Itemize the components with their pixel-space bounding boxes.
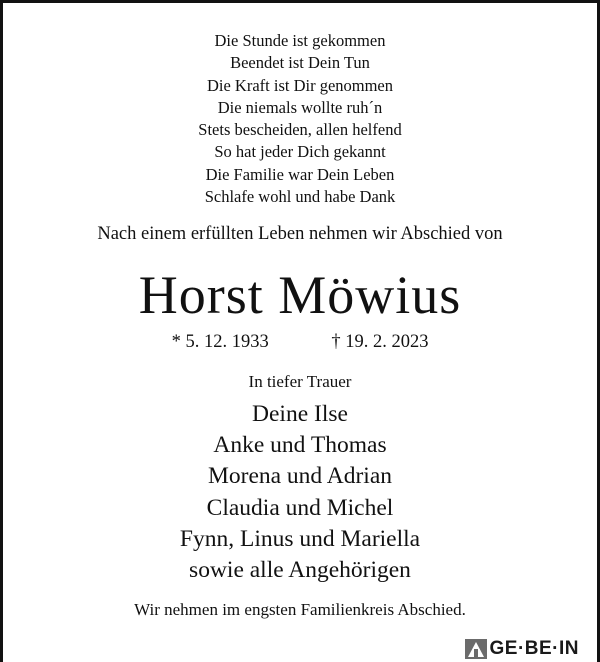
deceased-name: Horst Möwius [138,265,462,325]
poem-line: Die Familie war Dein Leben [205,164,395,184]
family-list [3,399,597,586]
family-line: Morena und Adrian [207,463,393,490]
intro-text: Nach einem erfüllten Leben nehmen wir Abschied von [97,224,503,244]
life-dates [3,330,597,354]
family-line: Fynn, Linus und Mariella [179,525,421,552]
death-date: † 19. 2. 2023 [331,332,429,352]
family-line: Anke und Thomas [213,432,387,459]
poem-line: Die Kraft ist Dir genommen [206,75,394,95]
family-line: sowie alle Angehörigen [189,557,411,584]
poem-line: Stets bescheiden, allen helfend [198,120,402,140]
closing-text: Wir nehmen im engsten Familienkreis Abschied. [134,600,466,619]
family-line: Claudia und Michel [206,494,394,521]
logo-text: GE·BE·IN [489,638,579,659]
publisher-logo [465,638,580,660]
poem-line: Schlafe wohl und habe Dank [204,187,396,207]
poem-line: Beendet ist Dein Tun [230,53,370,73]
family-line: Deine Ilse [252,401,348,427]
gebein-logo-icon [465,639,487,659]
poem-line: Die Stunde ist gekommen [214,31,386,50]
mourning-label: In tiefer Trauer [248,372,352,391]
poem [3,30,597,208]
poem-line: Die niemals wollte ruh´n [217,97,383,117]
birth-date: * 5. 12. 1933 [171,332,269,352]
poem-line: So hat jeder Dich gekannt [214,142,386,162]
